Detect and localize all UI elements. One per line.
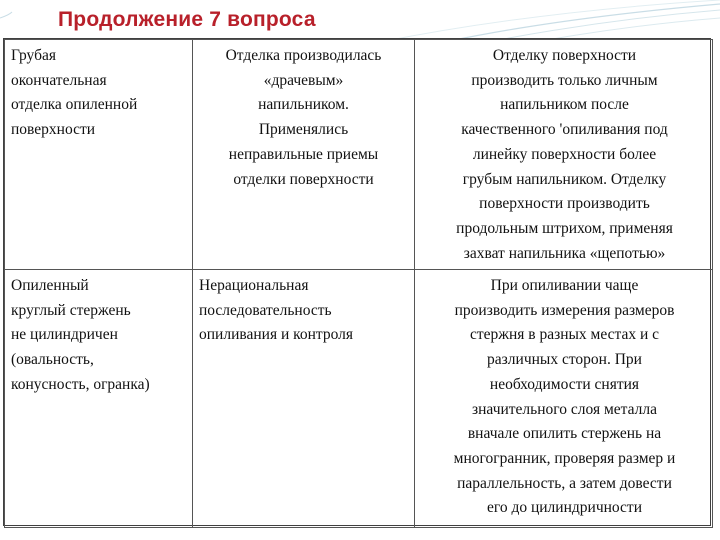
table-row	[5, 40, 713, 270]
defect-cell	[5, 270, 193, 528]
defect-text: Грубая окончательная отделка опиленной поверхности	[11, 47, 138, 139]
table-row	[5, 270, 713, 528]
defect-cell	[5, 40, 193, 270]
cause-cell	[193, 40, 415, 270]
prevention-text: При опиливании чаще производить измерения размеров стержня в разных местах и с различных сторон. При необходимости снятия значительного слоя металла вначале опилить стержень на многогранник, проверяя размер и параллельность, а затем довести его до цилиндричности	[453, 277, 676, 517]
cause-text: Нерациональная последовательность опиливания и контроля	[199, 277, 354, 344]
cause-cell	[193, 270, 415, 528]
defect-text: Опиленный круглый стержень не цилиндричен (овальность, конусность, огранка)	[11, 277, 150, 393]
cause-text: Отделка производилась «драчевым» напильником. Применялись неправильные приемы отделки поверхности	[225, 47, 382, 188]
defects-table	[3, 38, 711, 526]
prevention-cell	[415, 270, 713, 528]
slide-title: Продолжение 7 вопроса	[58, 8, 316, 31]
prevention-cell	[415, 40, 713, 270]
prevention-text: Отделку поверхности производить только личным напильником после качественного 'опиливания под линейку поверхности более грубым напильником. Отделку поверхности производить продольным штрихом, применяя захват напильника «щепотью»	[456, 47, 673, 262]
